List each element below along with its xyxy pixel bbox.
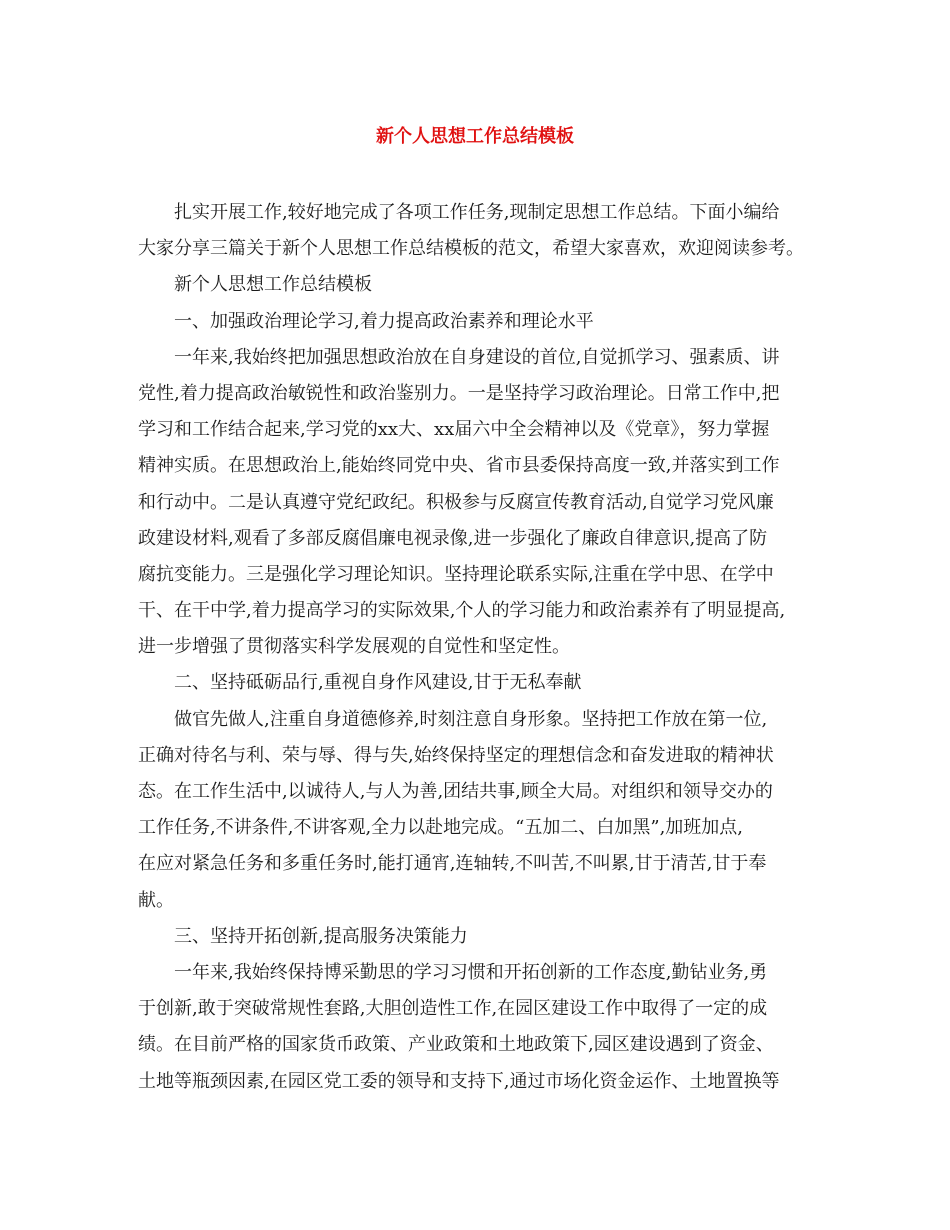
- text-line: 在应对紧急任务和多重任务时,能打通宵,连轴转,不叫苦,不叫累,甘于清苦,甘于奉: [138, 853, 767, 875]
- text-line: 一年来,我始终保持博采勤思的学习习惯和开拓创新的工作态度,勤钻业务,勇: [174, 961, 768, 983]
- text-line: 献。: [138, 889, 174, 911]
- text-line: 学习和工作结合起来,学习党的xx大、xx届六中全会精神以及《党章》，努力掌握: [138, 419, 770, 441]
- text-line: 干、在干中学,着力提高学习的实际效果,个人的学习能力和政治素养有了明显提高,: [138, 600, 786, 622]
- text-line: 扎实开展工作,较好地完成了各项工作任务,现制定思想工作总结。下面小编给: [174, 202, 780, 223]
- text-line: 绩。在目前严格的国家货币政策、产业政策和土地政策下,园区建设遇到了资金、: [138, 1034, 774, 1056]
- text-line: 一、加强政治理论学习,着力提高政治素养和理论水平: [174, 310, 594, 332]
- text-line: 进一步增强了贯彻落实科学发展观的自觉性和坚定性。: [138, 636, 570, 658]
- text-line: 工作任务,不讲条件,不讲客观,全力以赴地完成。“五加二、白加黑”,加班加点,: [138, 817, 744, 839]
- text-line: 正确对待名与利、荣与辱、得与失,始终保持坚定的理想信念和奋发进取的精神状: [138, 744, 774, 766]
- text-line: 于创新,敢于突破常规性套路,大胆创造性工作,在园区建设工作中取得了一定的成: [138, 998, 768, 1020]
- text-line: 大家分享三篇关于新个人思想工作总结模板的范文，希望大家喜欢，欢迎阅读参考。: [138, 238, 804, 260]
- text-line: 做官先做人,注重自身道德修养,时刻注意自身形象。坚持把工作放在第一位,: [174, 708, 768, 730]
- text-line: 三、坚持开拓创新,提高服务决策能力: [174, 925, 468, 947]
- text-line: 腐抗变能力。三是强化学习理论知识。坚持理论联系实际,注重在学中思、在学中: [138, 563, 774, 585]
- text-line: 二、坚持砥砺品行,重视自身作风建设,甘于无私奉献: [174, 672, 582, 694]
- text-line: 党性,着力提高政治敏锐性和政治鉴别力。一是坚持学习政治理论。日常工作中,把: [138, 382, 780, 404]
- document-body: [138, 195, 818, 1100]
- text-line: 精神实质。在思想政治上,能始终同党中央、省市县委保持高度一致,并落实到工作: [138, 455, 780, 477]
- text-line: 一年来,我始终把加强思想政治放在自身建设的首位,自觉抓学习、强素质、讲: [174, 346, 780, 368]
- text-line: 土地等瓶颈因素,在园区党工委的领导和支持下,通过市场化资金运作、土地置换等: [138, 1070, 780, 1092]
- text-line: 新个人思想工作总结模板: [174, 274, 372, 296]
- text-line: 和行动中。二是认真遵守党纪政纪。积极参与反腐宣传教育活动,自觉学习党风廉: [138, 491, 774, 513]
- document-title: 新个人思想工作总结模板: [376, 126, 574, 147]
- text-line: 政建设材料,观看了多部反腐倡廉电视录像,进一步强化了廉政自律意识,提高了防: [138, 527, 768, 549]
- text-line: 态。在工作生活中,以诚待人,与人为善,团结共事,顾全大局。对组织和领导交办的: [138, 781, 773, 802]
